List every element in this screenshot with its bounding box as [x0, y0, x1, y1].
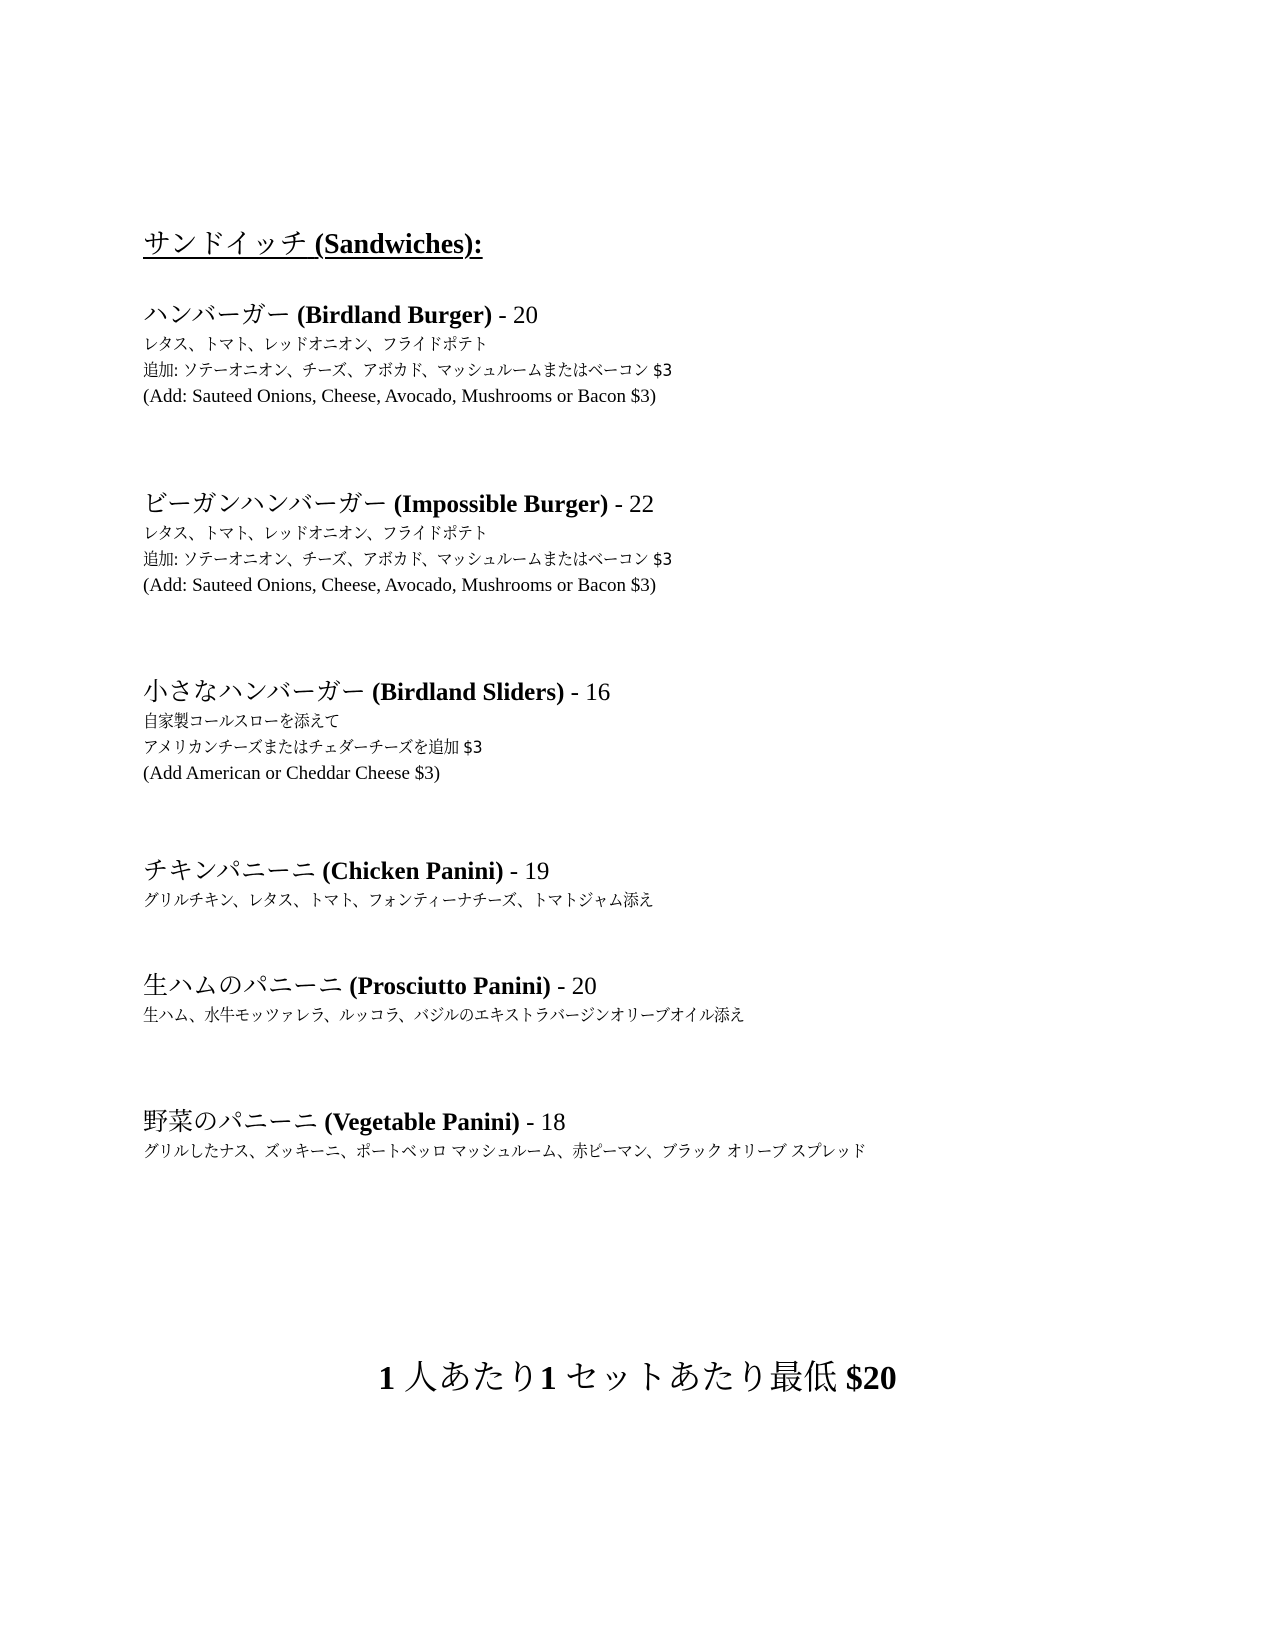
- footer-text: セットあたり最低: [565, 1360, 838, 1397]
- item-description: グリルしたナス、ズッキーニ、ポートベッロ マッシュルーム、赤ピーマン、ブラック オリーブ スプレッド: [143, 1142, 866, 1162]
- item-price: - 18: [526, 1109, 566, 1136]
- menu-item: [143, 489, 718, 599]
- item-name-jp: 小さなハンバーガー: [143, 679, 366, 706]
- item-addons-en: (Add American or Cheddar Cheese $3): [143, 763, 441, 784]
- item-description: レタス、トマト、レッドオニオン、フライドポテト: [143, 335, 488, 355]
- item-name-en: (Birdland Burger): [297, 302, 493, 329]
- item-name-jp: ハンバーガー: [143, 302, 291, 329]
- item-description: グリルチキン、レタス、トマト、フォンティーナチーズ、トマトジャム添え: [143, 891, 654, 911]
- item-name-en: (Impossible Burger): [393, 491, 609, 518]
- item-price: - 19: [509, 858, 550, 885]
- footer-amount: $20: [845, 1360, 897, 1397]
- item-title: [143, 489, 718, 521]
- menu-item: [143, 677, 610, 787]
- item-addons: 追加: ソテーオニオン、チーズ、アボカド、マッシュルームまたはベーコン $3: [143, 550, 672, 570]
- item-price: - 20: [498, 302, 538, 329]
- item-name-jp: 生ハムのパニーニ: [143, 973, 344, 1000]
- item-title: [143, 971, 797, 1003]
- item-name-jp: チキンパニーニ: [143, 858, 317, 885]
- menu-item: [143, 856, 698, 914]
- item-description: レタス、トマト、レッドオニオン、フライドポテト: [143, 524, 488, 544]
- menu-item: [143, 300, 718, 410]
- heading-jp: サンドイッチ: [143, 229, 308, 260]
- item-title: [143, 677, 610, 709]
- heading-en: (Sandwiches):: [314, 229, 483, 260]
- section-heading: [143, 222, 483, 262]
- item-name-en: (Chicken Panini): [322, 858, 504, 885]
- item-name-jp: ビーガンハンバーガー: [143, 491, 388, 518]
- footer-number: 1: [539, 1360, 557, 1397]
- item-description: 自家製コールスローを添えて: [143, 712, 340, 732]
- minimum-charge-note: [0, 1350, 1275, 1399]
- item-name-jp: 野菜のパニーニ: [143, 1109, 319, 1136]
- item-price: - 22: [614, 491, 655, 518]
- item-title: [143, 1107, 929, 1139]
- item-addons: 追加: ソテーオニオン、チーズ、アボカド、マッシュルームまたはベーコン $3: [143, 361, 672, 381]
- item-price: - 20: [557, 973, 597, 1000]
- item-title: [143, 300, 718, 332]
- menu-item: [143, 1107, 929, 1165]
- item-name-en: (Birdland Sliders): [372, 679, 565, 706]
- item-name-en: (Vegetable Panini): [324, 1109, 520, 1136]
- item-addons-en: (Add: Sauteed Onions, Cheese, Avocado, Mushrooms or Bacon $3): [143, 386, 657, 407]
- item-addons: アメリカンチーズまたはチェダーチーズを追加 $3: [143, 738, 483, 758]
- footer-text: 人あたり: [403, 1360, 540, 1397]
- footer-number: 1: [378, 1360, 396, 1397]
- menu-item: [143, 971, 797, 1029]
- item-addons-en: (Add: Sauteed Onions, Cheese, Avocado, Mushrooms or Bacon $3): [143, 575, 657, 596]
- item-name-en: (Prosciutto Panini): [349, 973, 551, 1000]
- item-price: - 16: [570, 679, 611, 706]
- item-description: 生ハム、水牛モッツァレラ、ルッコラ、バジルのエキストラバージンオリーブオイル添え: [143, 1006, 745, 1026]
- item-title: [143, 856, 698, 888]
